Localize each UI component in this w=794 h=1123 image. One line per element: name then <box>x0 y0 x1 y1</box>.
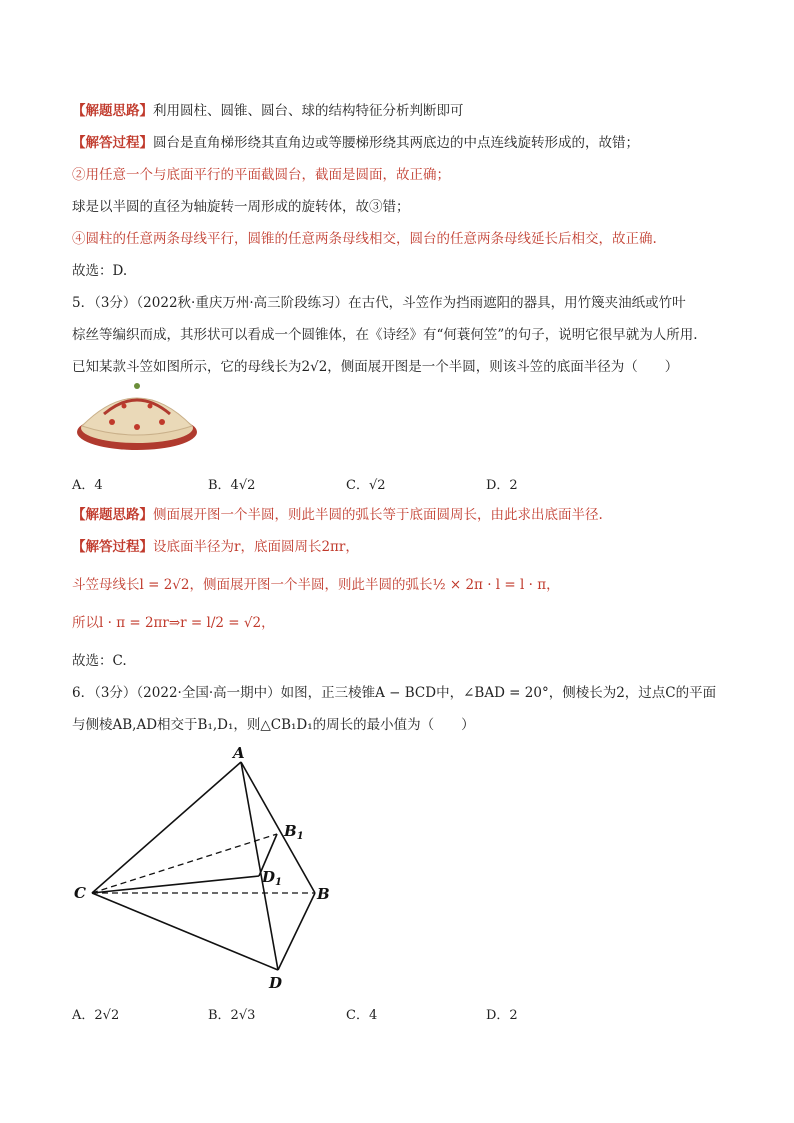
process-tag: 【解答过程】 <box>72 135 153 151</box>
q6-option-a: A．2√2 <box>72 1008 120 1023</box>
q6-stem-line1: 6．（3分）（2022·全国·高一期中）如图，正三棱锥A − BCD中，∠BAD = 20°，侧棱长为2，过点C的平面 <box>72 685 717 701</box>
q5-stem-line3: 已知某款斗笠如图所示，它的母线长为2√2，侧面展开图是一个半圆，则该斗笠的底面半径为（ ） <box>72 359 679 375</box>
q5-stem-line1: 5．（3分）（2022秋·重庆万州·高三阶段练习）在古代，斗笠作为挡雨遮阳的器具，用竹篾夹油纸或竹叶 <box>72 295 686 311</box>
process-tag: 【解答过程】 <box>72 539 153 555</box>
vertex-label-c: C <box>74 884 86 902</box>
q5-option-a: A．4 <box>72 478 103 493</box>
q5-hint-line <box>72 506 603 524</box>
q5-line3: 所以l · π = 2πr⇒r = l/2 = √2， <box>72 615 275 631</box>
vertex-label-d1: $D_1$ <box>262 868 282 888</box>
q5-option-b: B．4√2 <box>208 478 256 493</box>
q5-line2: 斗笠母线长l = 2√2，侧面展开图一个半圆，则此半圆的弧长½ × 2π · l = l · π， <box>72 577 560 593</box>
hint-tag: 【解题思路】 <box>72 103 153 119</box>
q6-option-b: B．2√3 <box>208 1008 256 1023</box>
q4-line3: 球是以半圆的直径为轴旋转一周形成的旋转体，故③错； <box>72 199 410 215</box>
bamboo-hat-image <box>74 378 200 454</box>
q4-process-line <box>72 134 639 152</box>
q5-option-d: D．2 <box>486 478 518 493</box>
vertex-label-b: B <box>317 885 330 903</box>
q4-hint-line <box>72 102 464 120</box>
vertex-label-d: D <box>269 974 283 992</box>
hint-text: 侧面展开图一个半圆，则此半圆的弧长等于底面圆周长，由此求出底面半径. <box>153 507 603 523</box>
q4-answer: 故选：D. <box>72 263 128 279</box>
q5-stem-line2: 棕丝等编织而成，其形状可以看成一个圆锥体，在《诗经》有“何蓑何笠”的句子，说明它很早就为人所用. <box>72 327 698 343</box>
process-text: 圆台是直角梯形绕其直角边或等腰梯形绕其两底边的中点连线旋转形成的，故错； <box>153 135 639 151</box>
process-text: 设底面半径为r，底面圆周长2πr， <box>153 539 359 555</box>
q4-line4: ④圆柱的任意两条母线平行，圆锥的任意两条母线相交，圆台的任意两条母线延长后相交，故正确. <box>72 231 657 247</box>
q6-option-c: C．4 <box>346 1008 378 1023</box>
q5-option-c: C．√2 <box>346 478 386 493</box>
q6-stem-line2: 与侧棱AB,AD相交于B₁,D₁，则△CB₁D₁的周长的最小值为（ ） <box>72 717 475 733</box>
vertex-label-b1: $B_1$ <box>284 822 304 842</box>
q4-line2: ②用任意一个与底面平行的平面截圆台，截面是圆面，故正确； <box>72 167 450 183</box>
q6-option-d: D．2 <box>486 1008 518 1023</box>
hint-tag: 【解题思路】 <box>72 507 153 523</box>
pyramid-figure <box>70 742 340 992</box>
hint-text: 利用圆柱、圆锥、圆台、球的结构特征分析判断即可 <box>153 103 464 119</box>
vertex-label-a: A <box>233 744 245 762</box>
q5-process-line <box>72 538 359 556</box>
q5-answer: 故选：C. <box>72 653 127 669</box>
